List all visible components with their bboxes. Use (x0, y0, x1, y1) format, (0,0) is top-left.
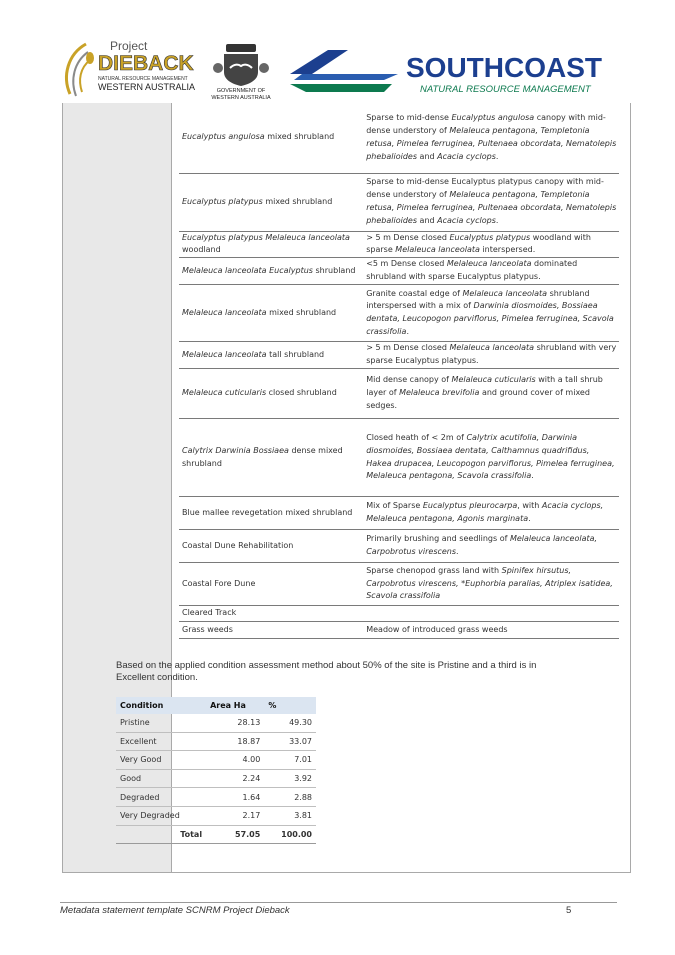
vegetation-row (179, 285, 619, 342)
vegetation-description: Closed heath of < 2m of Calytrix acutifolia, Darwinia diosmoides, Bossiaea dentata, Calthamnus quadrifidus, Hakea drupacea, Leucopogon parviflorus, Pimelea ferruginea, Melaleuca pentagona, Scavola crassifolia. (363, 419, 619, 497)
condition-area: 28.13 (206, 714, 264, 732)
vegetation-type: Blue mallee revegetation mixed shrubland (179, 497, 363, 530)
vegetation-description: Granite coastal edge of Melaleuca lanceolata shrubland interspersed with a mix of Darwinia diosmoides, Bossiaea dentata, Leucopogon parviflorus, Pimelea ferruginea, Scavola crassifolia. (363, 285, 619, 342)
southcoast-tagline: NATURAL RESOURCE MANAGEMENT (420, 84, 591, 95)
vegetation-row (179, 173, 619, 231)
vegetation-row (179, 231, 619, 258)
condition-area: 2.17 (206, 806, 264, 825)
vegetation-description: Primarily brushing and seedlings of Melaleuca lanceolata, Carpobrotus virescens. (363, 530, 619, 563)
condition-percent: 3.81 (264, 806, 316, 825)
total-area: 57.05 (206, 825, 264, 844)
condition-label: Good (116, 769, 206, 788)
condition-percent: 3.92 (264, 769, 316, 788)
vegetation-type: Cleared Track (179, 606, 363, 622)
condition-label: Pristine (116, 714, 206, 732)
vegetation-description: > 5 m Dense closed Melaleuca lanceolata shrubland with very sparse Eucalyptus platypus. (363, 342, 619, 369)
dieback-logo-line3: NATURAL RESOURCE MANAGEMENT (98, 76, 188, 82)
vegetation-row (179, 606, 619, 622)
vegetation-type: Grass weeds (179, 622, 363, 639)
vegetation-type: Melaleuca lanceolata mixed shrubland (179, 285, 363, 342)
vegetation-row (179, 419, 619, 497)
crown-icon (226, 44, 256, 52)
condition-table-header (116, 697, 316, 714)
vegetation-row (179, 530, 619, 563)
vegetation-type: Eucalyptus platypus mixed shrubland (179, 173, 363, 231)
southcoast-name: SOUTHCOAST (406, 52, 602, 83)
condition-table (116, 697, 316, 844)
gov-logo-line1: GOVERNMENT OF (216, 88, 266, 94)
vegetation-description: Sparse chenopod grass land with Spinifex hirsutus, Carpobrotus virescens, *Euphorbia paralias, Atriplex isatidea, Scavola crassifolia (363, 563, 619, 606)
total-percent: 100.00 (264, 825, 316, 844)
vegetation-type: Melaleuca lanceolata Eucalyptus shrubland (179, 258, 363, 285)
vegetation-row (179, 369, 619, 419)
leaf-icon (86, 52, 94, 64)
southcoast-logo (288, 44, 618, 100)
vegetation-description: Sparse to mid-dense Eucalyptus platypus canopy with mid-dense understory of Melaleuca pentagona, Templetonia retusa, Pimelea ferruginea, Pultenaea obcordata, Nematolepis phebalioides and Acacia cyclops. (363, 173, 619, 231)
header-area: Area Ha (206, 697, 264, 714)
vegetation-description: Meadow of introduced grass weeds (363, 622, 619, 639)
footer-text: Metadata statement template SCNRM Project Dieback (60, 905, 290, 916)
dieback-logo-line4: WESTERN AUSTRALIA (98, 82, 196, 92)
vegetation-description: Mix of Sparse Eucalyptus pleurocarpa, with Acacia cyclops, Melaleuca pentagona, Agonis marginata. (363, 497, 619, 530)
condition-percent: 2.88 (264, 788, 316, 807)
vegetation-row (179, 497, 619, 530)
condition-percent: 49.30 (264, 714, 316, 732)
vegetation-table (179, 103, 619, 639)
header-percent: % (264, 697, 316, 714)
condition-label: Excellent (116, 732, 206, 751)
condition-percent: 33.07 (264, 732, 316, 751)
condition-row (116, 769, 316, 788)
vegetation-description: Mid dense canopy of Melaleuca cuticularis with a tall shrub layer of Melaleuca brevifolia and ground cover of mixed sedges. (363, 369, 619, 419)
condition-row (116, 732, 316, 751)
vegetation-row (179, 622, 619, 639)
condition-row (116, 788, 316, 807)
condition-row (116, 751, 316, 770)
vegetation-type: Coastal Dune Rehabilitation (179, 530, 363, 563)
condition-label: Very Good (116, 751, 206, 770)
vegetation-type: Melaleuca cuticularis closed shrubland (179, 369, 363, 419)
vegetation-type: Melaleuca lanceolata tall shrubland (179, 342, 363, 369)
vegetation-row (179, 342, 619, 369)
vegetation-row (179, 563, 619, 606)
header-condition: Condition (116, 697, 206, 714)
dieback-logo-line2: DIEBACK (98, 52, 194, 75)
vegetation-description: Sparse to mid-dense Eucalyptus angulosa canopy with mid-dense understory of Melaleuca pentagona, Templetonia retusa, Pimelea ferruginea, Pultenaea obcordata, Nematolepis phebalioides and Acacia cyclops. (363, 103, 619, 173)
condition-row (116, 714, 316, 732)
vegetation-description: <5 m Dense closed Melaleuca lanceolata dominated shrubland with sparse Eucalyptus platypus. (363, 258, 619, 285)
condition-area: 18.87 (206, 732, 264, 751)
project-dieback-logo (60, 36, 200, 102)
vegetation-description (363, 606, 619, 622)
footer-divider (60, 902, 617, 903)
condition-label: Very Degraded (116, 806, 206, 825)
condition-area: 4.00 (206, 751, 264, 770)
condition-summary-paragraph: Based on the applied condition assessment method about 50% of the site is Pristine and a third is in Excellent condition. (116, 660, 537, 683)
vegetation-type: Coastal Fore Dune (179, 563, 363, 606)
page-number: 5 (566, 905, 572, 916)
crest-shield-icon (224, 54, 258, 86)
condition-label: Degraded (116, 788, 206, 807)
condition-area: 2.24 (206, 769, 264, 788)
vegetation-type: Calytrix Darwinia Bossiaea dense mixed shrubland (179, 419, 363, 497)
southcoast-mark-icon (290, 50, 348, 74)
condition-percent: 7.01 (264, 751, 316, 770)
page-header (60, 36, 630, 102)
total-label: Total (116, 825, 206, 844)
vegetation-type: Eucalyptus angulosa mixed shrubland (179, 103, 363, 173)
condition-area: 1.64 (206, 788, 264, 807)
vegetation-row (179, 258, 619, 285)
condition-row (116, 806, 316, 825)
government-wa-logo (210, 38, 272, 102)
vegetation-type: Eucalyptus platypus Melaleuca lanceolata woodland (179, 231, 363, 258)
dieback-logo-line1: Project (110, 39, 148, 53)
vegetation-row (179, 103, 619, 173)
gov-logo-line2: WESTERN AUSTRALIA (211, 95, 271, 101)
condition-total-row (116, 825, 316, 844)
vegetation-description: > 5 m Dense closed Eucalyptus platypus woodland with sparse Melaleuca lanceolata interspersed. (363, 231, 619, 258)
